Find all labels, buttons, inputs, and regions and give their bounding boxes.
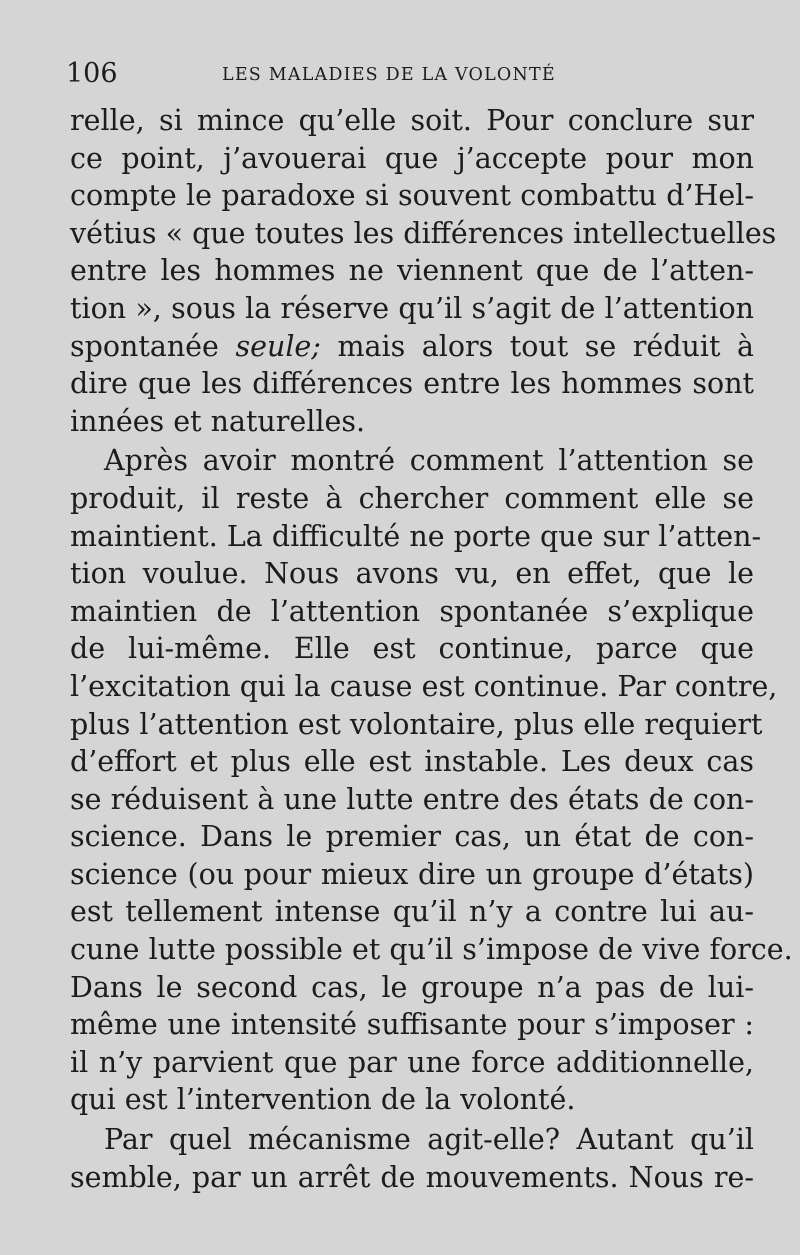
text-line: Après avoir montré comment l’attention se [104,444,754,478]
text-line: cune lutte possible et qu’il s’impose de vive force. [70,933,793,967]
page-number: 106 [66,58,118,89]
text-line: l’excitation qui la cause est continue. Par contre, [70,669,778,703]
running-title: LES MALADIES DE LA VOLONTÉ [222,65,556,85]
text-line: Par quel mécanisme agit-elle? Autant qu’il [104,1123,754,1157]
text-line: même une intensité suffisante pour s’imposer : [70,1008,754,1042]
text-line: innées et naturelles. [70,404,366,438]
paragraph [70,1121,754,1196]
text-line: de lui-même. Elle est continue, parce que [70,632,754,666]
text-line: science. Dans le premier cas, un état de con- [70,820,754,854]
italic-word: seule; [235,329,321,363]
text-line: maintient. La difficulté ne porte que sur l’atten- [70,519,762,553]
text-line: entre les hommes ne viennent que de l’atten- [70,254,754,288]
text-line: dire que les différences entre les hommes sont [70,367,754,401]
text-line: d’effort et plus elle est instable. Les deux cas [70,745,754,779]
text-line: se réduisent à une lutte entre des états de con- [70,782,754,816]
text-line: Dans le second cas, le groupe n’a pas de lui- [70,970,754,1004]
text-line: semble, par un arrêt de mouvements. Nous re- [70,1160,754,1194]
text-line: vétius « que toutes les différences intellectuelles [70,216,777,250]
text-span: spontanée [70,329,236,363]
text-line: science (ou pour mieux dire un groupe d’états) [70,857,754,891]
text-line: produit, il reste à chercher comment elle se [70,481,754,515]
text-line: maintien de l’attention spontanée s’explique [70,594,754,628]
text-line: qui est l’intervention de la volonté. [70,1083,576,1117]
text-line: ce point, j’avouerai que j’accepte pour mon [70,141,754,175]
text-line: relle, si mince qu’elle soit. Pour conclure sur [70,104,754,137]
text-line: compte le paradoxe si souvent combattu d’Hel- [70,179,754,213]
text-line: plus l’attention est volontaire, plus elle requiert [70,707,763,741]
page-header [66,56,756,92]
text-line [70,328,754,366]
text-line: il n’y parvient que par une force additionnelle, [70,1045,754,1079]
paragraph [70,102,777,440]
body-text [70,102,793,1196]
text-span: mais alors tout se réduit à [320,329,754,363]
text-line: tion voulue. Nous avons vu, en effet, que le [70,557,754,591]
text-line: est tellement intense qu’il n’y a contre lui au- [70,895,754,929]
paragraph [70,442,793,1119]
text-line: tion », sous la réserve qu’il s’agit de l’attention [70,291,754,325]
